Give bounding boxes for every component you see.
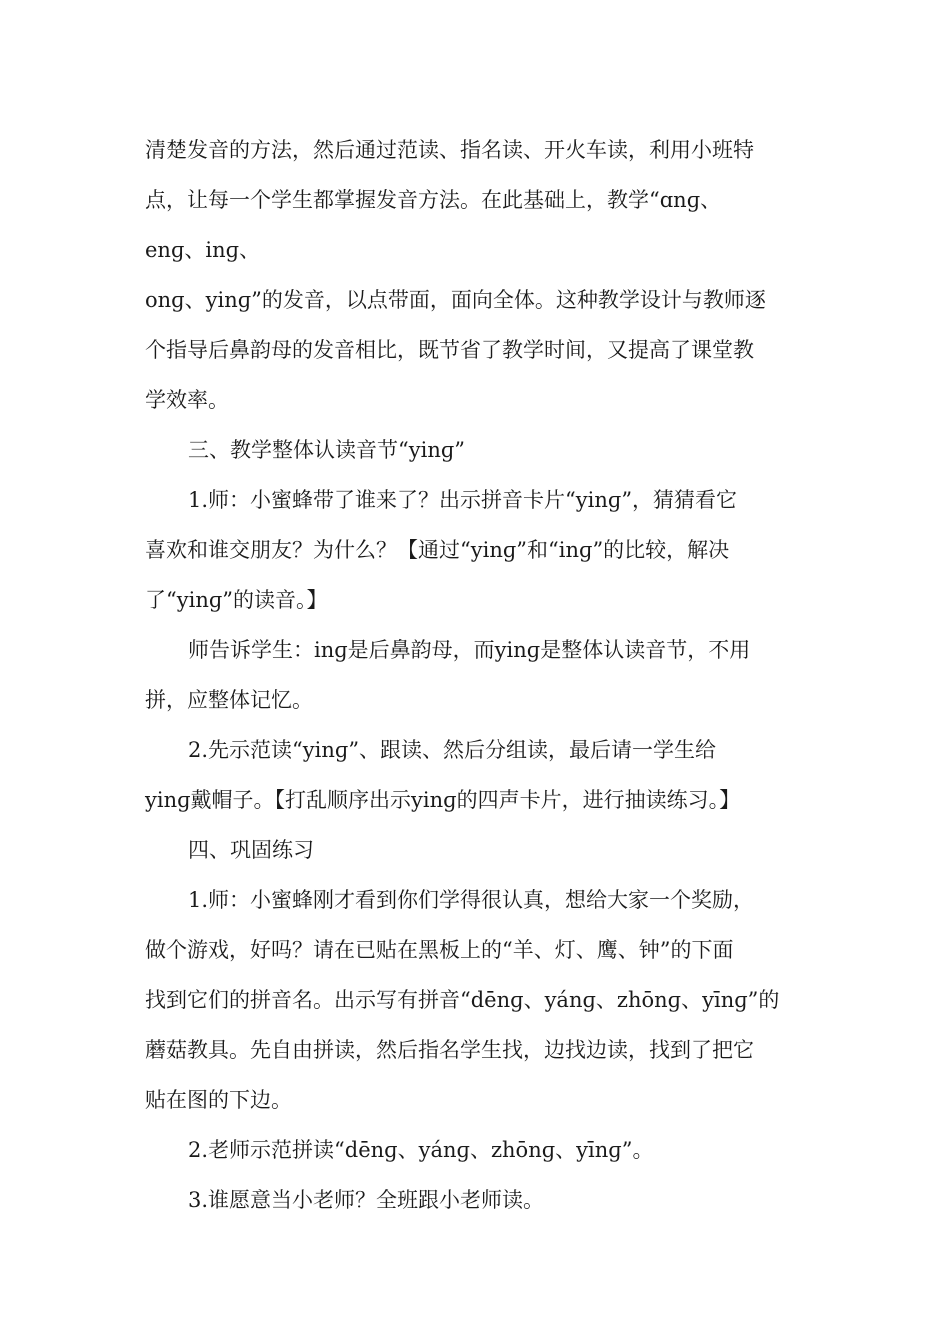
text-line-2: 点，让每一个学生都掌握发音方法。在此基础上，教学“ɑnɡ、 xyxy=(145,188,722,212)
text-line-11: 师告诉学生：inɡ是后鼻韵母，而yinɡ是整体认读音节，不用 xyxy=(188,638,751,662)
text-line-3: enɡ、inɡ、 xyxy=(145,238,261,262)
text-line-14: yinɡ戴帽子。【打乱顺序出示yinɡ的四声卡片，进行抽读练习。】 xyxy=(145,788,741,812)
text-line-6: 学效率。 xyxy=(145,388,229,412)
section-heading-3: 三、教学整体认读音节“yinɡ” xyxy=(188,438,466,462)
section-heading-4: 四、巩固练习 xyxy=(188,838,314,862)
text-line-21: 2.老师示范拼读“dēnɡ、yánɡ、zhōnɡ、yīnɡ”。 xyxy=(188,1138,654,1162)
text-line-13: 2.先示范读“yinɡ”、跟读、然后分组读，最后请一学生给 xyxy=(188,738,717,762)
text-line-19: 蘑菇教具。先自由拼读，然后指名学生找，边找边读，找到了把它 xyxy=(145,1038,754,1062)
text-line-12: 拼，应整体记忆。 xyxy=(145,688,313,712)
text-line-17: 做个游戏，好吗？请在已贴在黑板上的“羊、灯、鹰、钟”的下面 xyxy=(145,938,734,962)
text-line-9: 喜欢和谁交朋友？为什么？【通过“yinɡ”和“inɡ”的比较，解决 xyxy=(145,538,730,562)
text-line-10: 了“yinɡ”的读音。】 xyxy=(145,588,328,612)
text-line-4: onɡ、yinɡ”的发音，以点带面，面向全体。这种教学设计与教师逐 xyxy=(145,288,766,312)
text-line-16: 1.师：小蜜蜂刚才看到你们学得很认真，想给大家一个奖励， xyxy=(188,888,755,912)
text-line-5: 个指导后鼻韵母的发音相比，既节省了教学时间，又提高了课堂教 xyxy=(145,338,754,362)
text-line-8: 1.师：小蜜蜂带了谁来了？出示拼音卡片“yinɡ”，猜猜看它 xyxy=(188,488,738,512)
text-line-1: 清楚发音的方法，然后通过范读、指名读、开火车读，利用小班特 xyxy=(145,138,754,162)
text-line-22: 3.谁愿意当小老师？全班跟小老师读。 xyxy=(188,1188,545,1212)
text-line-20: 贴在图的下边。 xyxy=(145,1088,292,1112)
text-line-18: 找到它们的拼音名。出示写有拼音“dēnɡ、yánɡ、zhōnɡ、yīnɡ”的 xyxy=(145,988,780,1012)
